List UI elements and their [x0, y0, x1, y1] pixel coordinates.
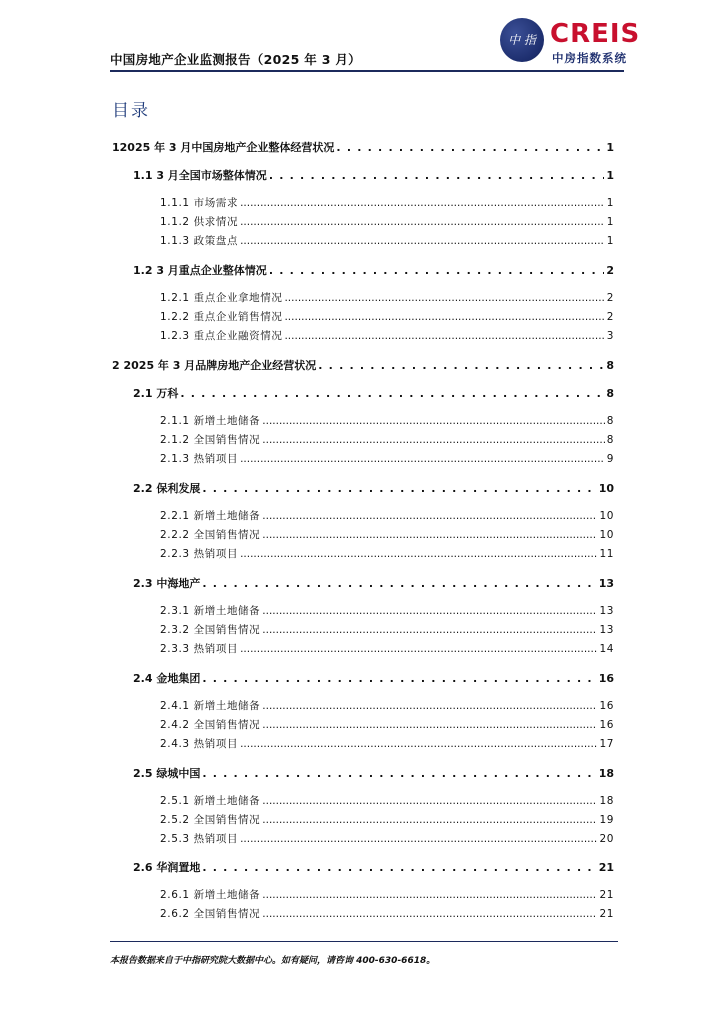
toc-entry-page: 1 [606, 169, 614, 182]
toc-entry-label: 2.2.2 全国销售情况 [160, 529, 261, 541]
toc-entry-label: 2.6 华润置地 [133, 861, 201, 874]
dot-leader [262, 908, 597, 920]
toc-entry-page: 21 [599, 908, 614, 920]
toc-entry[interactable] [160, 328, 614, 343]
toc-entry[interactable] [112, 139, 614, 155]
dot-leader [284, 292, 604, 304]
toc-entry[interactable] [160, 641, 614, 656]
toc-entry-page: 16 [598, 672, 614, 685]
toc-entry[interactable] [160, 622, 614, 637]
toc-entry-page: 8 [606, 434, 614, 446]
toc-entry-page: 1 [606, 197, 614, 209]
toc-entry[interactable] [133, 480, 614, 496]
toc-entry[interactable] [160, 887, 614, 902]
toc-entry-page: 16 [599, 719, 614, 731]
dot-leader [269, 169, 605, 182]
dot-leader [284, 311, 604, 323]
dot-leader [240, 833, 597, 845]
toc-entry-page: 14 [599, 643, 614, 655]
toc-entry[interactable] [160, 736, 614, 751]
toc-entry-page: 19 [599, 814, 614, 826]
toc-entry-label: 2.1.2 全国销售情况 [160, 434, 261, 446]
toc-entry[interactable] [160, 195, 614, 210]
dot-leader [202, 672, 596, 685]
dot-leader [262, 434, 604, 446]
toc-entry-page: 8 [606, 415, 614, 427]
toc-entry[interactable] [160, 527, 614, 542]
toc-entry[interactable] [160, 309, 614, 324]
toc-entry[interactable] [133, 262, 614, 278]
toc-entry-page: 20 [599, 833, 614, 845]
logo-emblem-text: 中 指 [508, 33, 536, 47]
toc-entry-label: 2.3.2 全国销售情况 [160, 624, 261, 636]
toc-entry-label: 2.1.3 热销项目 [160, 453, 239, 465]
dot-leader [202, 482, 596, 495]
toc-entry[interactable] [133, 385, 614, 401]
toc-entry-label: 2.5 绿城中国 [133, 767, 201, 780]
dot-leader [318, 359, 604, 372]
toc-entry-label: 1.2.1 重点企业拿地情况 [160, 292, 283, 304]
toc-entry-label: 2.3.3 热销项目 [160, 643, 239, 655]
toc-entry-label: 1.2.2 重点企业销售情况 [160, 311, 283, 323]
toc-entry-page: 16 [599, 700, 614, 712]
dot-leader [262, 795, 597, 807]
toc-entry-label: 2.2.1 新增土地储备 [160, 510, 261, 522]
toc-entry[interactable] [160, 546, 614, 561]
toc-entry-page: 2 [606, 311, 614, 323]
toc-entry[interactable] [160, 233, 614, 248]
dot-leader [262, 889, 597, 901]
dot-leader [269, 264, 605, 277]
toc-entry-label: 1.2 3 月重点企业整体情况 [133, 264, 267, 277]
toc-entry[interactable] [112, 357, 614, 373]
footer-note: 本报告数据来自于中指研究院大数据中心。如有疑问，请咨询 400-630-6618。 [110, 956, 436, 966]
dot-leader [202, 767, 596, 780]
logo-subtitle: 中房指数系统 [552, 51, 627, 65]
toc-entry-page: 13 [599, 605, 614, 617]
toc-entry[interactable] [160, 812, 614, 827]
toc-entry-page: 10 [599, 510, 614, 522]
toc-entry-page: 8 [606, 359, 614, 372]
toc-entry[interactable] [160, 603, 614, 618]
toc-entry-label: 1.1.1 市场需求 [160, 197, 239, 209]
toc-entry-label: 2.1.1 新增土地储备 [160, 415, 261, 427]
toc-entry-page: 1 [606, 235, 614, 247]
toc-entry[interactable] [160, 831, 614, 846]
toc-entry[interactable] [160, 413, 614, 428]
toc-entry[interactable] [160, 508, 614, 523]
toc-entry-label: 2.4.3 热销项目 [160, 738, 239, 750]
toc-entry-label: 2.5.2 全国销售情况 [160, 814, 261, 826]
toc-entry[interactable] [133, 670, 614, 686]
toc-entry[interactable] [160, 717, 614, 732]
toc-entry[interactable] [133, 859, 614, 875]
toc-entry-label: 2.6.1 新增土地储备 [160, 889, 261, 901]
toc-entry-page: 1 [606, 216, 614, 228]
toc-entry-label: 2.1 万科 [133, 387, 179, 400]
toc-entry-label: 2.3 中海地产 [133, 577, 201, 590]
toc-entry-label: 1.2.3 重点企业融资情况 [160, 330, 283, 342]
toc-entry[interactable] [160, 432, 614, 447]
dot-leader [202, 577, 596, 590]
dot-leader [262, 510, 597, 522]
toc-entry[interactable] [133, 167, 614, 183]
dot-leader [240, 643, 597, 655]
toc-entry-page: 10 [599, 529, 614, 541]
toc-entry-label: 2.2.3 热销项目 [160, 548, 239, 560]
toc-entry[interactable] [133, 765, 614, 781]
toc-entry-label: 1.1.2 供求情况 [160, 216, 239, 228]
toc-entry-page: 8 [606, 387, 614, 400]
toc-entry-page: 11 [599, 548, 614, 560]
dot-leader [336, 141, 604, 154]
toc-entry-label: 2 2025 年 3 月品牌房地产企业经营状况 [112, 359, 317, 372]
toc-entry-page: 18 [598, 767, 614, 780]
dot-leader [202, 861, 596, 874]
toc-entry-page: 17 [599, 738, 614, 750]
dot-leader [180, 387, 604, 400]
toc-entry-label: 2.4.2 全国销售情况 [160, 719, 261, 731]
toc-entry-page: 3 [606, 330, 614, 342]
toc-entry-page: 21 [599, 889, 614, 901]
toc-entry-label: 2.2 保利发展 [133, 482, 201, 495]
logo-wordmark: CREIS [550, 19, 641, 49]
toc-entry-page: 1 [606, 141, 614, 154]
toc-entry-label: 2.5.1 新增土地储备 [160, 795, 261, 807]
toc-entry-label: 2.6.2 全国销售情况 [160, 908, 261, 920]
toc-entry[interactable] [160, 793, 614, 808]
toc-entry[interactable] [160, 214, 614, 229]
toc-entry-page: 9 [606, 453, 614, 465]
toc-entry-label: 2.3.1 新增土地储备 [160, 605, 261, 617]
toc-entry-page: 10 [598, 482, 614, 495]
dot-leader [262, 624, 597, 636]
toc-entry-page: 18 [599, 795, 614, 807]
dot-leader [262, 719, 597, 731]
dot-leader [240, 197, 605, 209]
toc-entry[interactable] [160, 906, 614, 921]
dot-leader [240, 453, 605, 465]
dot-leader [262, 529, 597, 541]
dot-leader [284, 330, 604, 342]
toc-entry-label: 12025 年 3 月中国房地产企业整体经营状况 [112, 141, 335, 154]
toc-entry-page: 2 [606, 264, 614, 277]
toc-entry[interactable] [133, 575, 614, 591]
footer-divider [110, 941, 618, 942]
dot-leader [262, 700, 597, 712]
toc-entry[interactable] [160, 698, 614, 713]
toc-entry-page: 21 [598, 861, 614, 874]
toc-entry-label: 1.1 3 月全国市场整体情况 [133, 169, 267, 182]
report-title: 中国房地产企业监测报告（2025 年 3 月） [110, 52, 361, 67]
toc-entry[interactable] [160, 290, 614, 305]
toc-entry-label: 1.1.3 政策盘点 [160, 235, 239, 247]
dot-leader [262, 605, 597, 617]
toc-entry-page: 2 [606, 292, 614, 304]
toc-entry-page: 13 [598, 577, 614, 590]
dot-leader [240, 235, 605, 247]
toc-heading: 目录 [112, 101, 150, 121]
dot-leader [240, 738, 597, 750]
dot-leader [240, 548, 597, 560]
dot-leader [240, 216, 605, 228]
toc-entry-label: 2.4 金地集团 [133, 672, 201, 685]
dot-leader [262, 415, 604, 427]
toc-entry-label: 2.4.1 新增土地储备 [160, 700, 261, 712]
toc-entry-page: 13 [599, 624, 614, 636]
toc-entry-label: 2.5.3 热销项目 [160, 833, 239, 845]
dot-leader [262, 814, 597, 826]
toc-entry[interactable] [160, 451, 614, 466]
